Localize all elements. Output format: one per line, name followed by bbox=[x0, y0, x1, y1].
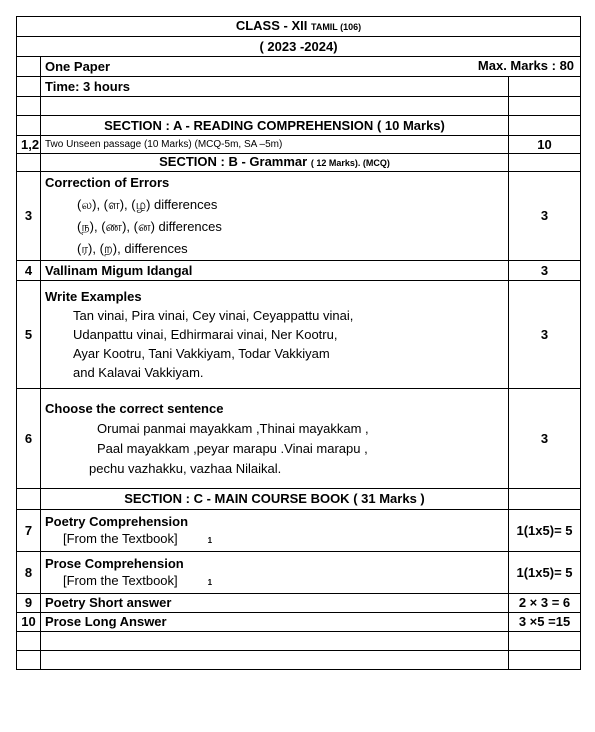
table-row bbox=[17, 281, 581, 389]
table-row bbox=[17, 136, 581, 154]
question-line: pechu vazhakku, vazhaa Nilaikal. bbox=[89, 460, 282, 476]
time-label: Time: 3 hours bbox=[41, 77, 509, 97]
question-title: Vallinam Migum Idangal bbox=[41, 261, 509, 281]
question-number: 8 bbox=[17, 552, 41, 594]
question-line: Ayar Kootru, Tani Vakkiyam, Todar Vakkiyam bbox=[73, 346, 330, 361]
class-title-subject: TAMIL (106) bbox=[310, 22, 362, 32]
empty-cell bbox=[17, 489, 41, 510]
table-row bbox=[17, 261, 581, 281]
max-marks: Max. Marks : 80 bbox=[477, 58, 575, 73]
table-row bbox=[17, 613, 581, 632]
question-number: 7 bbox=[17, 510, 41, 552]
section-c-heading bbox=[41, 489, 509, 510]
academic-year: ( 2023 -2024) bbox=[17, 37, 581, 57]
syllabus-sheet bbox=[16, 16, 580, 670]
syllabus-table bbox=[16, 16, 581, 670]
question-number: 4 bbox=[17, 261, 41, 281]
empty-cell bbox=[17, 57, 41, 77]
empty-cell bbox=[17, 116, 41, 136]
question-number: 6 bbox=[17, 389, 41, 489]
blank-row bbox=[17, 632, 581, 651]
question-number: 10 bbox=[17, 613, 41, 632]
question-marks: 10 bbox=[509, 136, 581, 154]
section-a-title: SECTION : A - READING COMPREHENSION bbox=[104, 117, 374, 133]
section-b-title: SECTION : B - Grammar bbox=[159, 154, 308, 169]
table-row bbox=[17, 172, 581, 261]
question-text bbox=[41, 281, 509, 389]
time-row bbox=[17, 77, 581, 97]
year-row bbox=[17, 37, 581, 57]
question-number: 9 bbox=[17, 594, 41, 613]
question-line: Tan vinai, Pira vinai, Cey vinai, Ceyappattu vinai, bbox=[73, 308, 354, 323]
question-number: 5 bbox=[17, 281, 41, 389]
class-title-main: CLASS - XII bbox=[235, 18, 308, 33]
question-title: Poetry Short answer bbox=[41, 594, 509, 613]
paper-cell bbox=[41, 57, 581, 77]
question-marks: 1(1x5)= 5 bbox=[509, 510, 581, 552]
question-line: (ர), (ற), differences bbox=[77, 241, 188, 256]
section-c-row bbox=[17, 489, 581, 510]
table-row bbox=[17, 510, 581, 552]
empty-cell bbox=[17, 154, 41, 172]
question-text bbox=[41, 552, 509, 594]
question-subtext bbox=[45, 530, 504, 549]
paper-label: One Paper bbox=[45, 58, 111, 74]
empty-cell bbox=[509, 116, 581, 136]
question-line: (ந), (ண), (ன) differences bbox=[77, 219, 222, 234]
section-a-heading bbox=[41, 116, 509, 136]
class-title bbox=[17, 17, 581, 37]
question-marks: 1(1x5)= 5 bbox=[509, 552, 581, 594]
question-title: Prose Comprehension bbox=[45, 555, 184, 571]
question-line: Paal mayakkam ,peyar marapu .Vinai marapu , bbox=[97, 440, 368, 456]
question-text bbox=[41, 389, 509, 489]
question-subtext bbox=[45, 572, 504, 591]
section-a-marks: ( 10 Marks) bbox=[376, 117, 445, 133]
question-count: 1 bbox=[207, 577, 213, 587]
section-b-marks: ( 12 Marks). (MCQ) bbox=[310, 158, 390, 168]
empty-cell bbox=[509, 489, 581, 510]
empty-cell bbox=[509, 77, 581, 97]
source-label: [From the Textbook] bbox=[63, 530, 178, 546]
question-line: Udanpattu vinai, Edhirmarai vinai, Ner Kootru, bbox=[73, 327, 338, 342]
question-title: Poetry Comprehension bbox=[45, 513, 189, 529]
question-number: 3 bbox=[17, 172, 41, 261]
section-b-row bbox=[17, 154, 581, 172]
blank-row bbox=[17, 651, 581, 670]
section-a-row bbox=[17, 116, 581, 136]
question-marks: 3 bbox=[509, 172, 581, 261]
question-number: 1,2 bbox=[17, 136, 41, 154]
question-title: Prose Long Answer bbox=[41, 613, 509, 632]
question-marks: 3 bbox=[509, 281, 581, 389]
question-line: Orumai panmai mayakkam ,Thinai mayakkam , bbox=[97, 420, 369, 436]
section-b-heading bbox=[41, 154, 509, 172]
source-label: [From the Textbook] bbox=[63, 572, 178, 588]
table-row bbox=[17, 594, 581, 613]
question-count: 1 bbox=[207, 535, 213, 545]
paper-row bbox=[17, 57, 581, 77]
question-marks: 3 bbox=[509, 261, 581, 281]
question-text: Two Unseen passage (10 Marks) (MCQ-5m, SA –5m) bbox=[41, 136, 509, 154]
question-marks: 3 bbox=[509, 389, 581, 489]
table-row bbox=[17, 389, 581, 489]
question-title: Write Examples bbox=[45, 289, 142, 304]
section-c-marks: ( 31 Marks ) bbox=[353, 491, 425, 506]
question-marks: 2 × 3 = 6 bbox=[509, 594, 581, 613]
blank-row bbox=[17, 97, 581, 116]
question-text bbox=[41, 172, 509, 261]
table-row bbox=[17, 552, 581, 594]
question-line: (ல), (ள), (ழ) differences bbox=[77, 197, 218, 212]
title-row bbox=[17, 17, 581, 37]
question-marks: 3 ×5 =15 bbox=[509, 613, 581, 632]
empty-cell bbox=[509, 154, 581, 172]
section-c-title: SECTION : C - MAIN COURSE BOOK bbox=[124, 491, 350, 506]
question-title: Choose the correct sentence bbox=[45, 400, 224, 416]
question-text bbox=[41, 510, 509, 552]
question-title: Correction of Errors bbox=[45, 175, 170, 190]
question-line: and Kalavai Vakkiyam. bbox=[73, 365, 204, 380]
empty-cell bbox=[17, 77, 41, 97]
